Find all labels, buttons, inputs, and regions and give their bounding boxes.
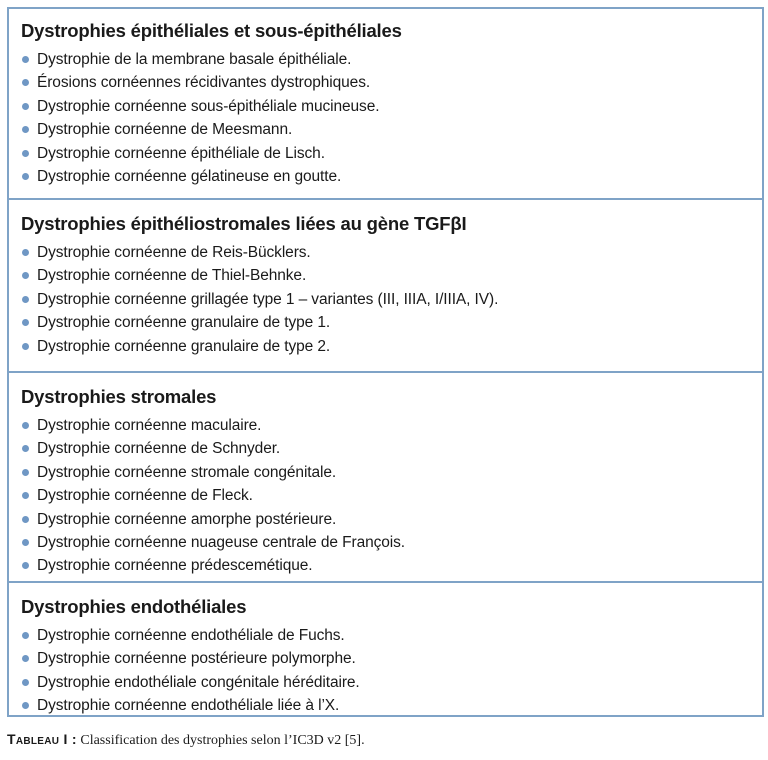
list-item: Dystrophie cornéenne amorphe postérieure.: [21, 508, 754, 531]
list-item: Dystrophie cornéenne de Reis-Bücklers.: [21, 241, 754, 264]
list-item: Dystrophie cornéenne gélatineuse en goutte.: [21, 165, 754, 188]
list-item: Dystrophie cornéenne grillagée type 1 – variantes (III, IIIA, I/IIIA, IV).: [21, 288, 754, 311]
section-title: Dystrophies endothéliales: [21, 596, 247, 617]
dystrophy-list: [21, 48, 754, 188]
caption-label: Tableau I :: [7, 731, 77, 747]
list-item: Dystrophie cornéenne stromale congénitale.: [21, 461, 754, 484]
caption-text: Classification des dystrophies selon l’IC3D v2 [5].: [76, 733, 365, 748]
list-item: Érosions cornéennes récidivantes dystrophiques.: [21, 71, 754, 94]
section-endothelial: [9, 581, 762, 719]
dystrophy-list: [21, 624, 754, 718]
list-item: Dystrophie cornéenne sous-épithéliale mucineuse.: [21, 95, 754, 118]
list-item: Dystrophie cornéenne granulaire de type 1.: [21, 311, 754, 334]
list-item: Dystrophie endothéliale congénitale héréditaire.: [21, 671, 754, 694]
list-item: Dystrophie cornéenne endothéliale liée à l’X.: [21, 694, 754, 717]
table-caption: [7, 731, 365, 749]
list-item: Dystrophie cornéenne postérieure polymorphe.: [21, 647, 754, 670]
section-tgfbi: [9, 198, 762, 371]
list-item: Dystrophie cornéenne de Fleck.: [21, 484, 754, 507]
section-epithelial: [9, 9, 762, 198]
list-item: Dystrophie cornéenne prédescemétique.: [21, 554, 754, 577]
dystrophy-list: [21, 241, 754, 358]
section-title: Dystrophies épithéliostromales liées au gène TGFβI: [21, 213, 467, 234]
list-item: Dystrophie cornéenne endothéliale de Fuchs.: [21, 624, 754, 647]
list-item: Dystrophie cornéenne de Schnyder.: [21, 437, 754, 460]
list-item: Dystrophie cornéenne granulaire de type 2.: [21, 335, 754, 358]
list-item: Dystrophie cornéenne de Meesmann.: [21, 118, 754, 141]
section-stromal: [9, 371, 762, 581]
list-item: Dystrophie de la membrane basale épithéliale.: [21, 48, 754, 71]
section-title: Dystrophies épithéliales et sous-épithéliales: [21, 20, 402, 41]
list-item: Dystrophie cornéenne nuageuse centrale de François.: [21, 531, 754, 554]
classification-table: [7, 7, 764, 717]
list-item: Dystrophie cornéenne maculaire.: [21, 414, 754, 437]
list-item: Dystrophie cornéenne épithéliale de Lisch.: [21, 142, 754, 165]
section-title: Dystrophies stromales: [21, 386, 217, 407]
list-item: Dystrophie cornéenne de Thiel-Behnke.: [21, 264, 754, 287]
dystrophy-list: [21, 414, 754, 578]
